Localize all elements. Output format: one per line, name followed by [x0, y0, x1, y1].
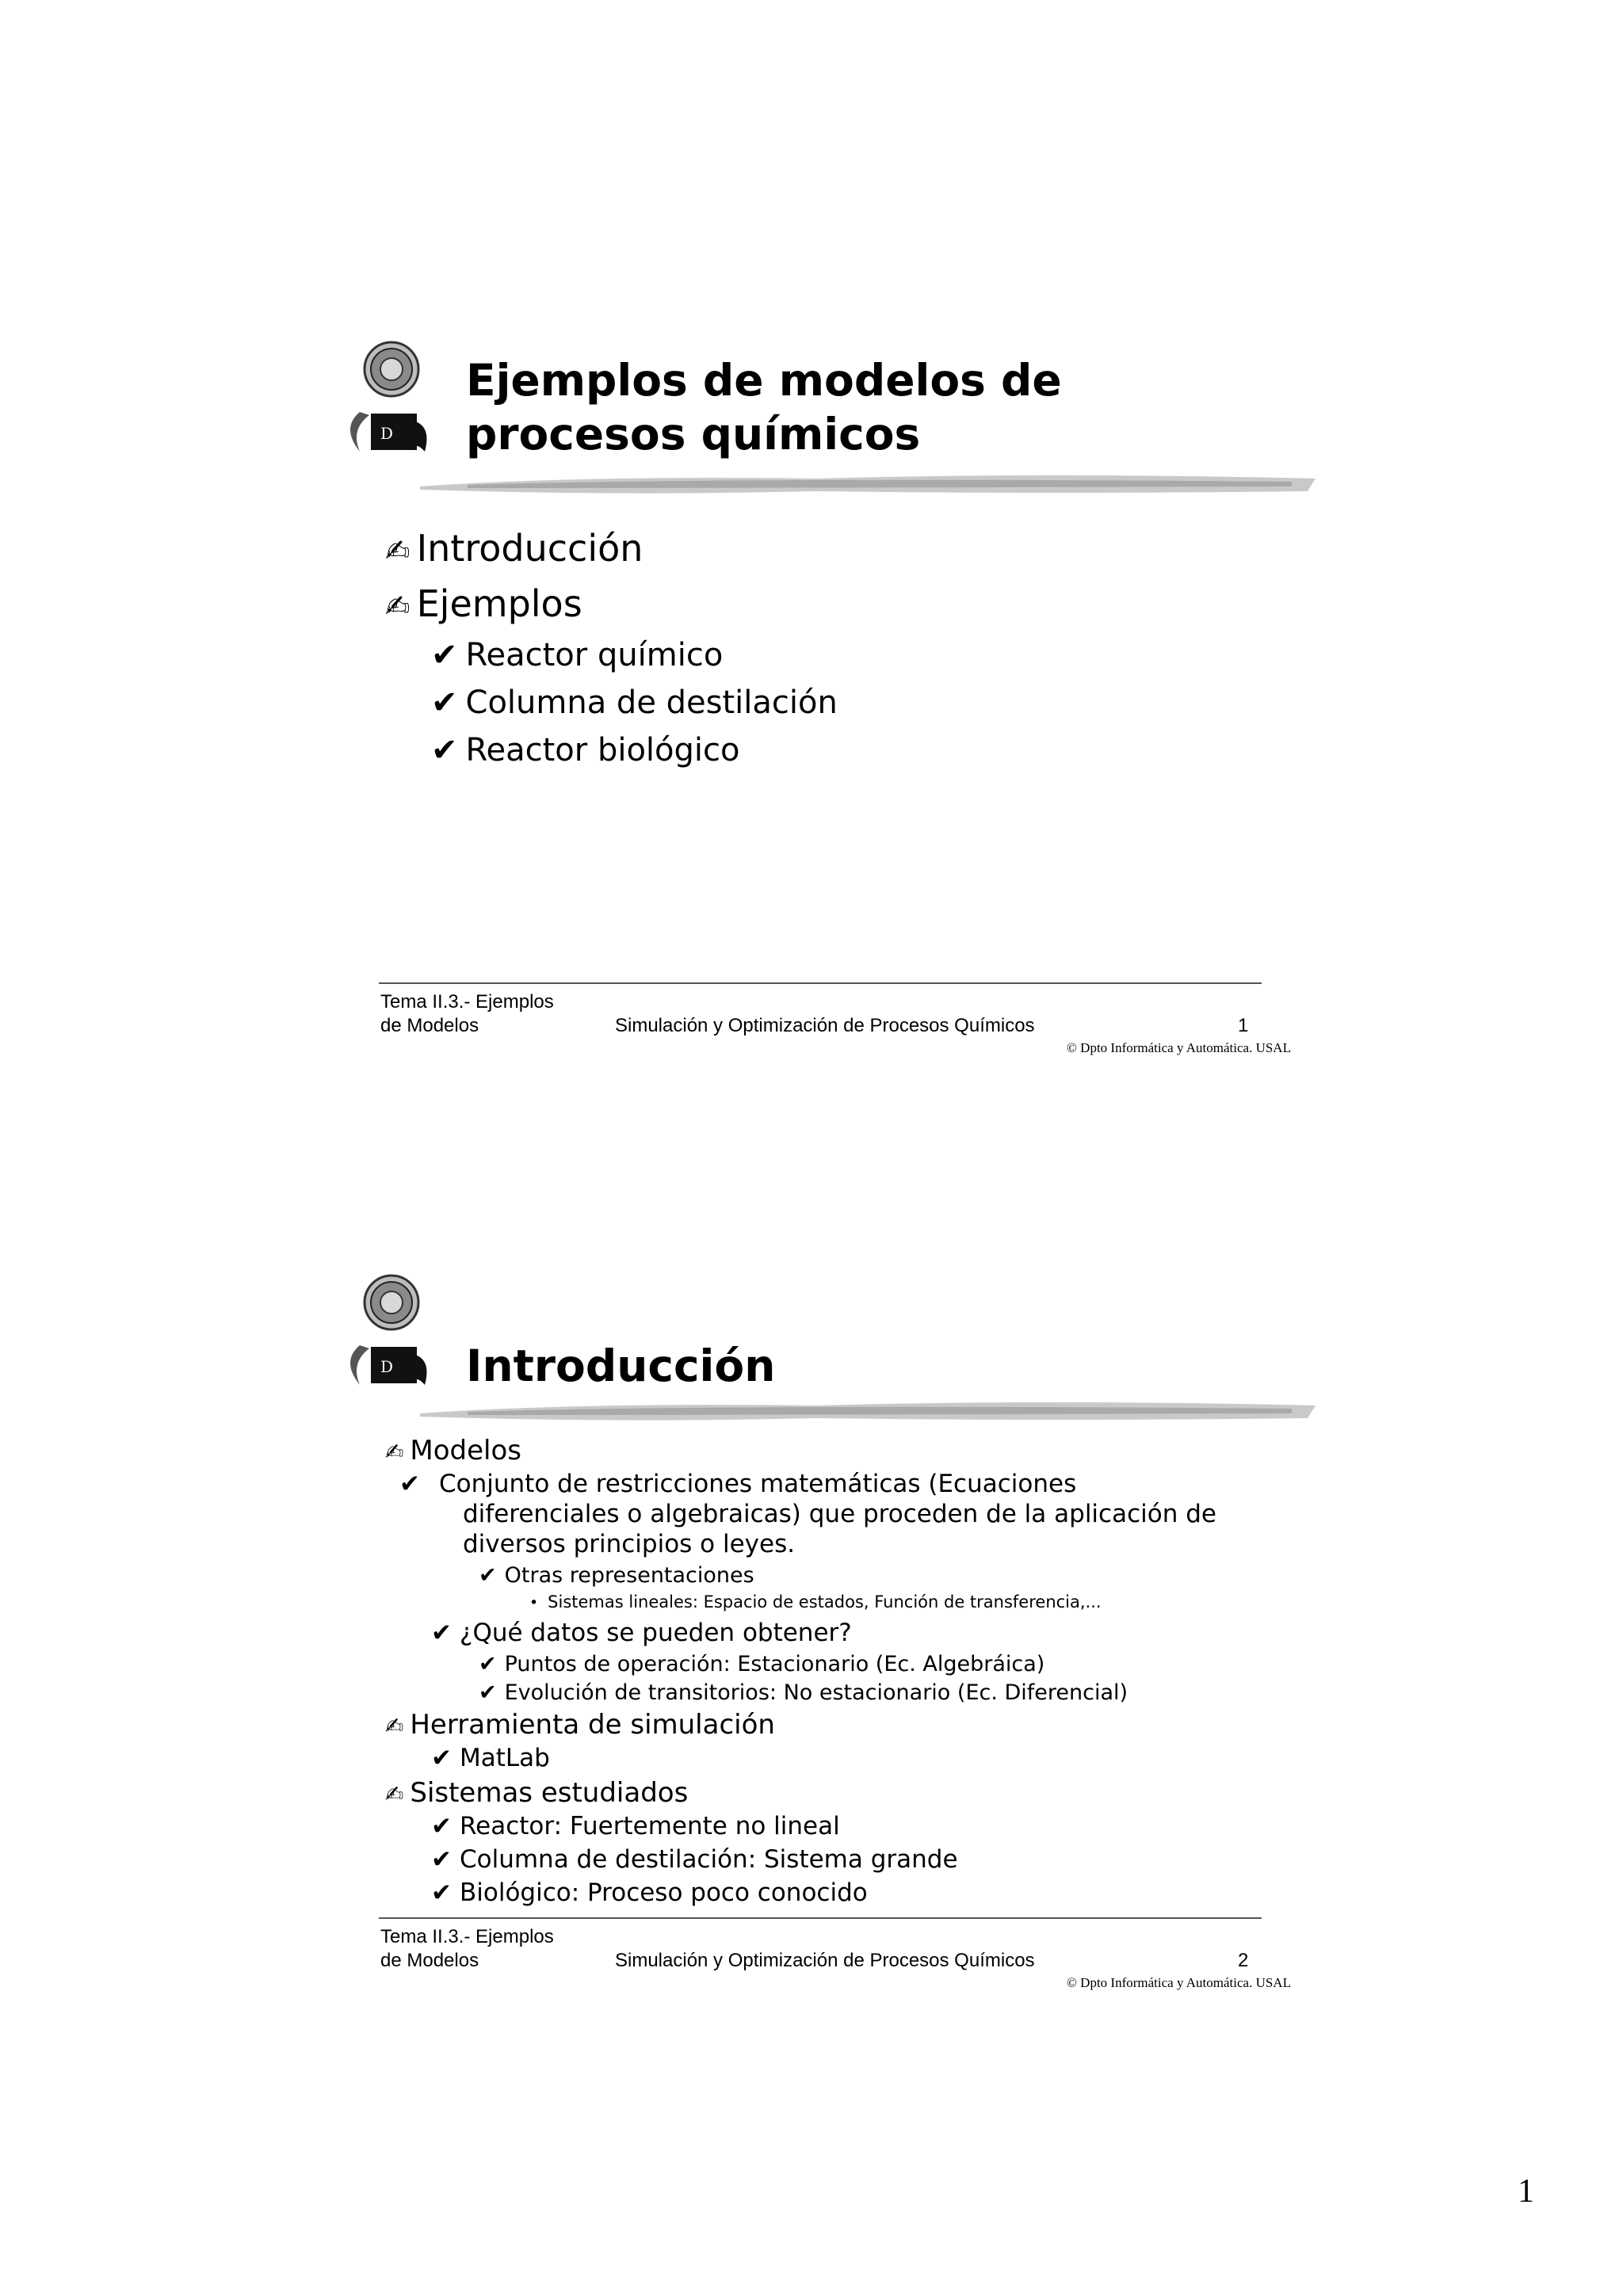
- footer-course-title: Simulación y Optimización de Procesos Químicos: [615, 1950, 1035, 1971]
- bullet-dot-icon: •: [529, 1594, 539, 1611]
- title-underline-brush: [420, 467, 1316, 499]
- slide-title: Introducción: [466, 1341, 776, 1391]
- writing-hand-icon: ✍: [385, 533, 411, 568]
- writing-hand-icon: ✍: [385, 1781, 404, 1807]
- footer-copyright: © Dpto Informática y Automática. USAL: [1067, 1040, 1291, 1055]
- list-item: ✔ Puntos de operación: Estacionario (Ec. Algebráica): [479, 1652, 1045, 1676]
- check-mark-icon: ✔: [479, 1563, 497, 1588]
- slide-1: [0, 0, 1623, 1109]
- slide-title-line-2: procesos químicos: [466, 409, 921, 460]
- footer-topic-line-1: Tema II.3.- Ejemplos: [380, 1926, 554, 1947]
- footer-divider: [379, 1917, 1262, 1919]
- check-mark-icon: ✔: [431, 1878, 452, 1907]
- list-item: ✔ Evolución de transitorios: No estacionario (Ec. Diferencial): [479, 1680, 1128, 1705]
- check-mark-icon: ✔: [431, 685, 458, 721]
- list-item: ✍ Ejemplos: [385, 582, 582, 628]
- list-item: ✔ Reactor químico: [431, 637, 724, 673]
- footer-course-title: Simulación y Optimización de Procesos Químicos: [615, 1015, 1035, 1036]
- svg-text:D: D: [380, 1357, 394, 1376]
- check-mark-icon: ✔: [431, 732, 458, 769]
- sheet-page-number: 1: [1518, 2173, 1534, 2210]
- writing-hand-icon: ✍: [385, 1439, 404, 1465]
- list-item: ✍ Sistemas estudiados: [385, 1776, 688, 1811]
- check-mark-icon: ✔: [431, 637, 458, 673]
- slide-title-line-1: Ejemplos de modelos de: [466, 355, 1062, 406]
- check-mark-icon: ✔: [479, 1680, 497, 1705]
- writing-hand-icon: ✍: [385, 589, 411, 624]
- check-mark-icon: ✔: [431, 1812, 452, 1840]
- footer-topic-line-1: Tema II.3.- Ejemplos: [380, 991, 554, 1013]
- slide-2: [0, 1109, 1623, 2092]
- list-item: ✍ Herramienta de simulación: [385, 1708, 775, 1743]
- list-item: • Sistemas lineales: Espacio de estados, Función de transferencia,...: [529, 1591, 1102, 1614]
- check-mark-icon: ✔: [431, 1744, 452, 1772]
- footer-copyright: © Dpto Informática y Automática. USAL: [1067, 1975, 1291, 1990]
- footer-slide-number: 2: [1238, 1950, 1249, 1971]
- title-underline-brush: [420, 1394, 1316, 1426]
- check-mark-icon: ✔: [431, 1845, 452, 1874]
- footer-divider: [379, 982, 1262, 984]
- check-mark-icon: ✔: [479, 1652, 497, 1676]
- writing-hand-icon: ✍: [385, 1713, 404, 1739]
- list-item: ✔ MatLab: [431, 1744, 550, 1772]
- list-item: ✔ Reactor: Fuertemente no lineal: [431, 1812, 840, 1840]
- list-item: ✔ Columna de destilación: [431, 685, 838, 721]
- list-item: ✔ Biológico: Proceso poco conocido: [431, 1878, 868, 1907]
- list-item: ✔ Otras representaciones: [479, 1563, 754, 1588]
- list-item: ✔ Columna de destilación: Sistema grande: [431, 1845, 958, 1874]
- list-item: ✔ Reactor biológico: [431, 732, 740, 769]
- footer-topic-line-2: de Modelos: [380, 1015, 479, 1036]
- university-seal-logo-icon: [336, 1274, 434, 1393]
- list-item: ✍ Introducción: [385, 526, 643, 573]
- check-mark-icon: ✔: [431, 1619, 452, 1647]
- list-item: ✍ Modelos: [385, 1434, 521, 1469]
- list-item: ✔ Conjunto de restricciones matemáticas (Ecuaciones diferenciales o algebraicas) que proceden de la aplicación de diversos principios o leyes.: [399, 1470, 1216, 1558]
- footer-topic-line-2: de Modelos: [380, 1950, 479, 1971]
- university-seal-logo-icon: [336, 341, 434, 460]
- svg-text:D: D: [380, 424, 394, 443]
- footer-slide-number: 1: [1238, 1015, 1249, 1036]
- list-item: ✔ ¿Qué datos se pueden obtener?: [431, 1619, 852, 1647]
